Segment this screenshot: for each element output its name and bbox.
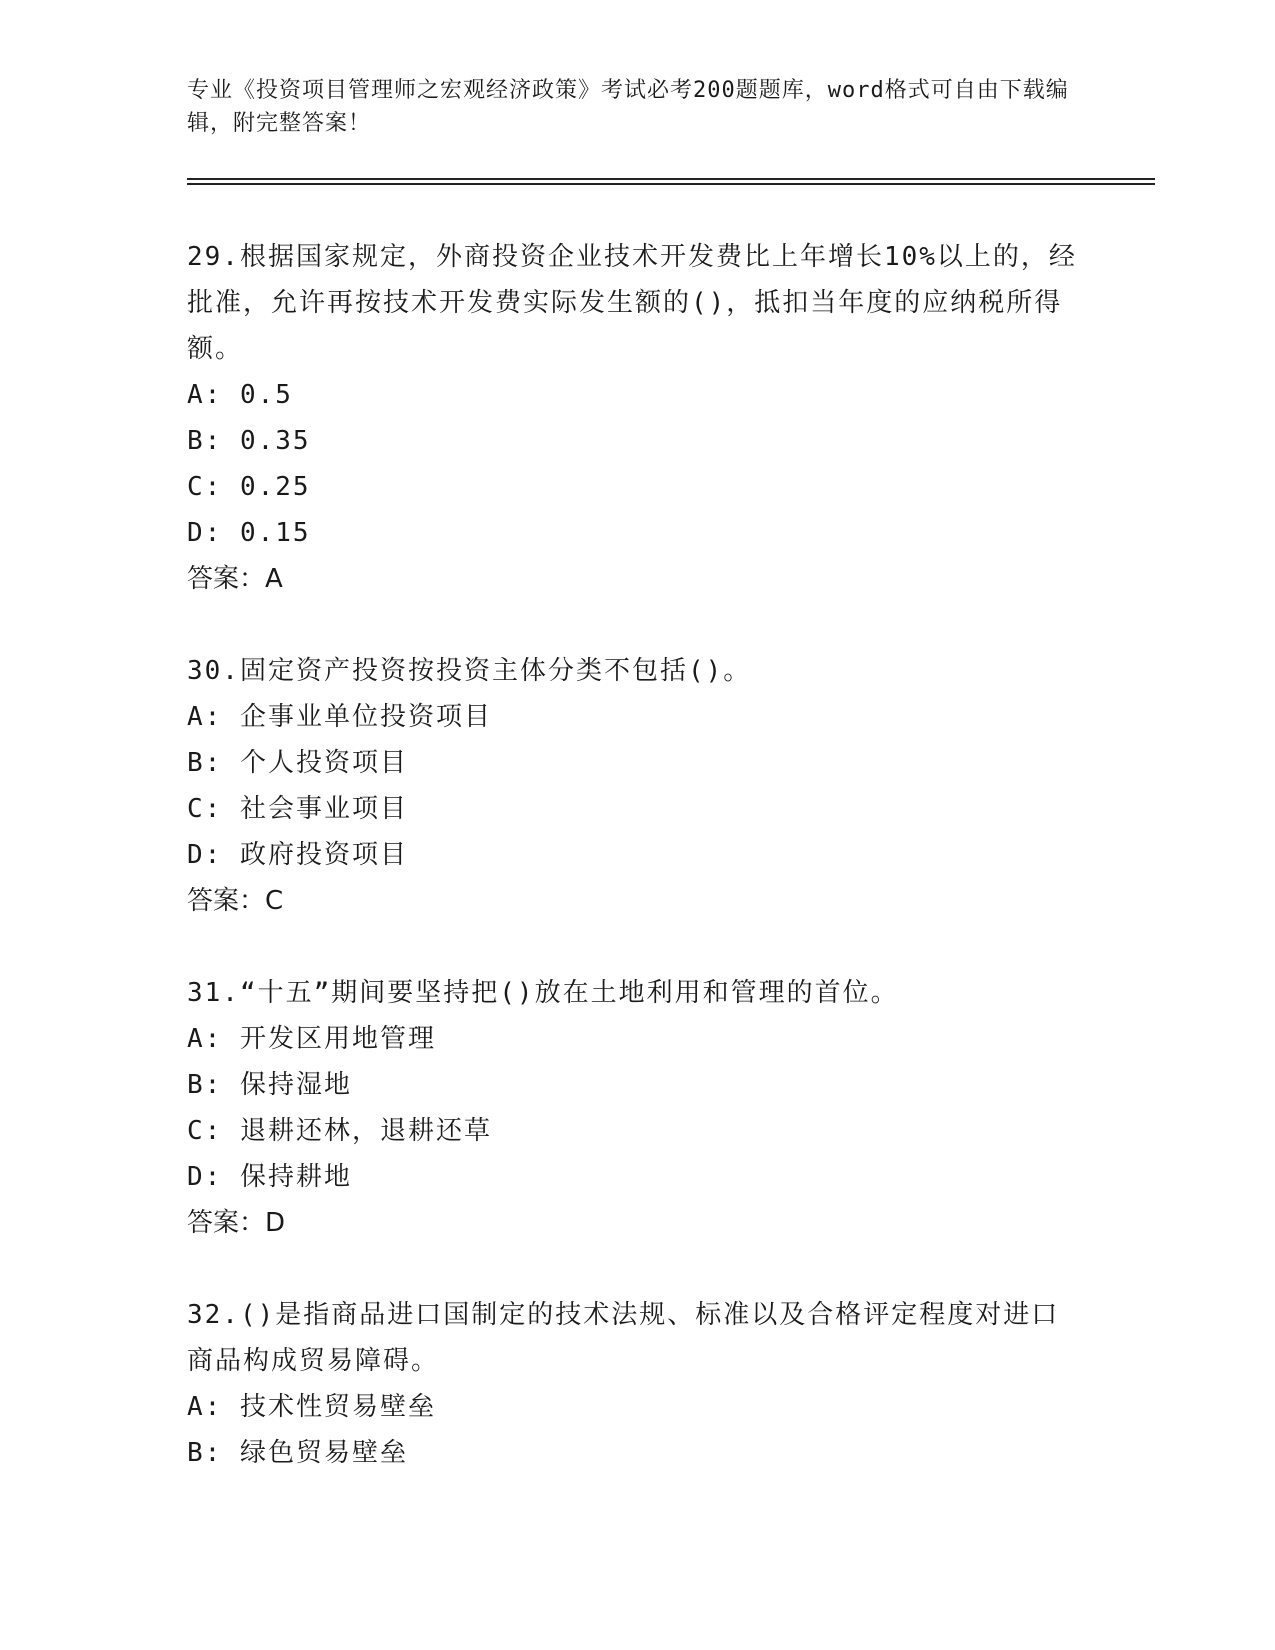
- option-c: C: 退耕还林，退耕还草: [187, 1116, 492, 1146]
- option-a: A: 0.5: [187, 380, 293, 410]
- question-29: [187, 234, 1087, 602]
- option-c: C: 社会事业项目: [187, 794, 408, 824]
- option-b: B: 保持湿地: [187, 1070, 352, 1100]
- option-a: A: 企事业单位投资项目: [187, 702, 492, 732]
- option-b: B: 绿色贸易壁垒: [187, 1438, 408, 1468]
- document-header: [187, 74, 1087, 140]
- question-30: [187, 648, 1087, 924]
- option-d: D: 0.15: [187, 518, 311, 548]
- question-text: 31.“十五”期间要坚持把()放在土地利用和管理的首位。: [187, 978, 899, 1008]
- option-d: D: 保持耕地: [187, 1162, 352, 1192]
- option-c: C: 0.25: [187, 472, 311, 502]
- question-text: 30.固定资产投资按投资主体分类不包括()。: [187, 656, 752, 686]
- answer: 答案：D: [187, 1208, 286, 1238]
- option-a: A: 技术性贸易壁垒: [187, 1392, 436, 1422]
- header-title: 专业《投资项目管理师之宏观经济政策》考试必考200题题库，word格式可自由下载编辑，附完整答案！: [187, 78, 1069, 136]
- answer: 答案：A: [187, 564, 283, 594]
- option-a: A: 开发区用地管理: [187, 1024, 436, 1054]
- header-divider-bottom: [187, 183, 1155, 185]
- question-32: [187, 1292, 1087, 1476]
- header-divider-top: [187, 178, 1155, 180]
- option-b: B: 个人投资项目: [187, 748, 408, 778]
- question-text: 32.()是指商品进口国制定的技术法规、标准以及合格评定程度对进口商品构成贸易障碍。: [187, 1300, 1060, 1376]
- answer: 答案：C: [187, 886, 284, 916]
- question-31: [187, 970, 1087, 1246]
- question-text: 29.根据国家规定，外商投资企业技术开发费比上年增长10%以上的，经批准，允许再按技术开发费实际发生额的()，抵扣当年度的应纳税所得额。: [187, 242, 1077, 364]
- option-b: B: 0.35: [187, 426, 311, 456]
- option-d: D: 政府投资项目: [187, 840, 408, 870]
- question-list: [187, 234, 1087, 1522]
